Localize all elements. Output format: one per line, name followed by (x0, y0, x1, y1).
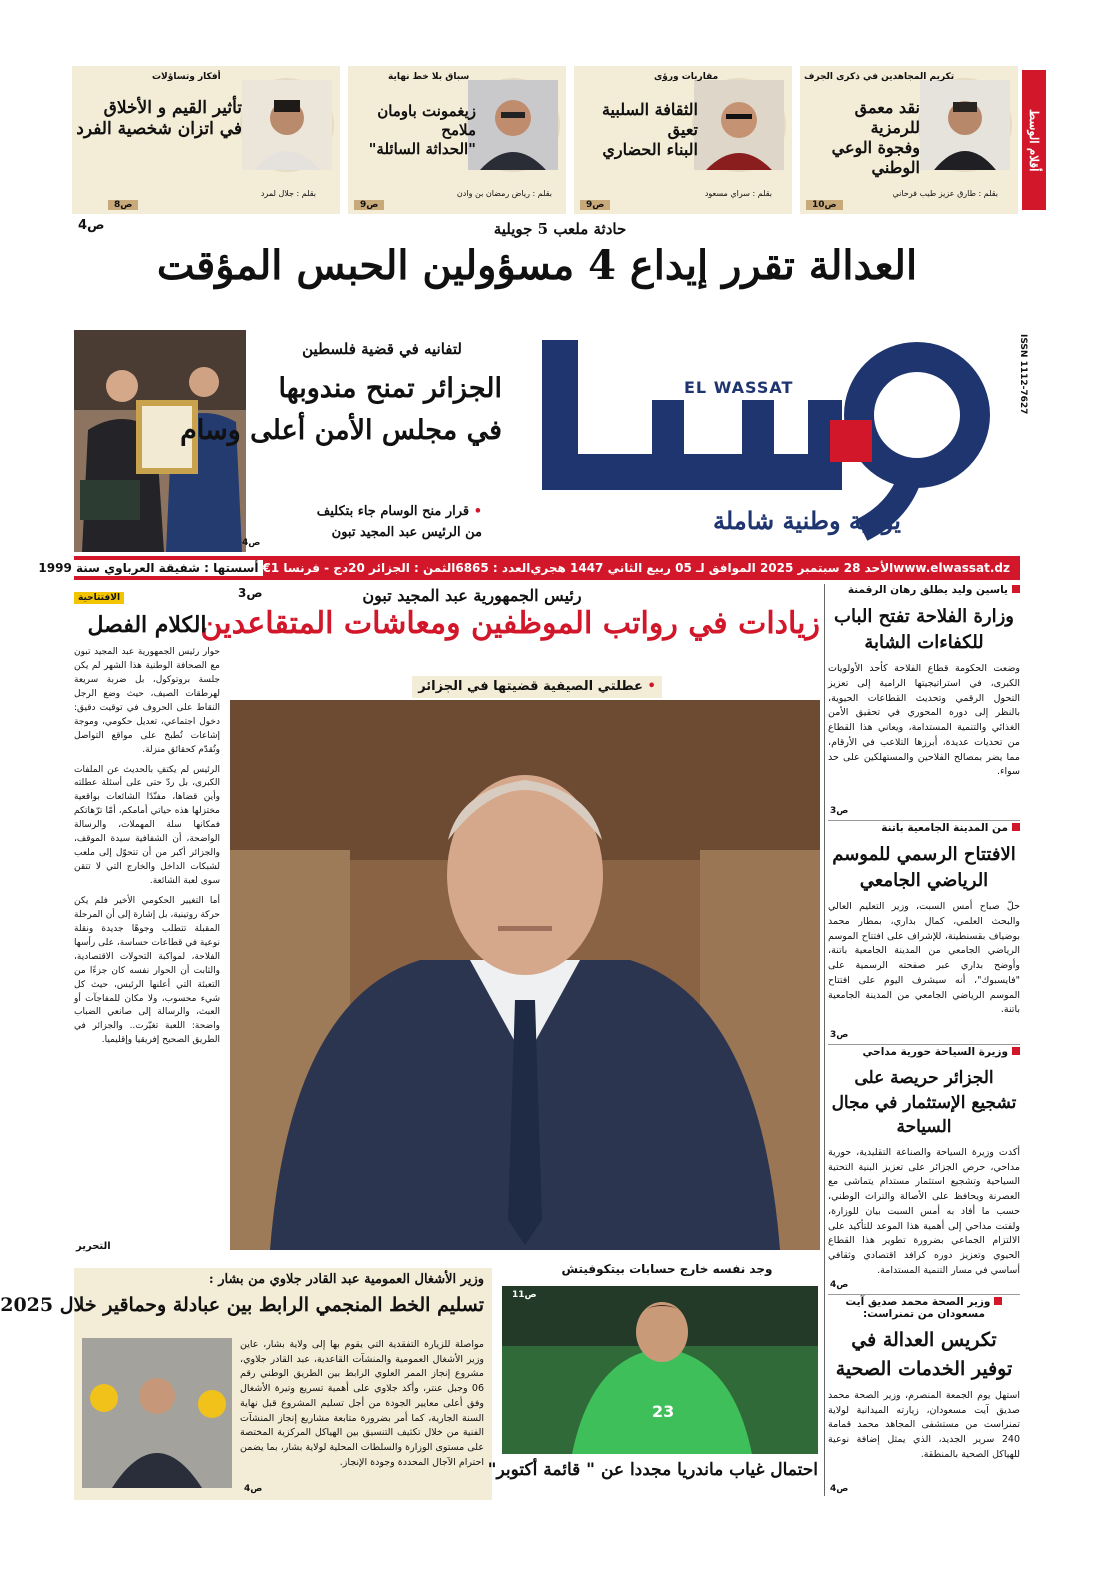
palestine-page: ص4 (242, 538, 261, 548)
opinion-card-3[interactable] (348, 66, 566, 214)
sport-kicker: وجد نفسه خارج حسابات بيتكوفيتش (561, 1262, 773, 1276)
opinion-category: تكريم المجاهدين في ذكرى الجرف (804, 72, 955, 82)
opinion-author: بقلم : رياض رمضان بن وادن (456, 189, 552, 198)
sport-page: ص11 (512, 1290, 537, 1300)
issue-number: العدد : 6865 (455, 561, 531, 575)
right-story-kicker: وزيرة السياحة حورية مداحي (862, 1046, 1008, 1058)
opinion-title: تأثير القيم و الأخلاق في اتزان شخصية الفرد (76, 98, 242, 140)
bottom-left-story[interactable] (0, 1268, 492, 1500)
top-headline-page: ص4 (78, 218, 105, 233)
right-story-body: وضعت الحكومة قطاع الفلاحة كأحد الأولويات الكبرى، في استراتيجيتها الرامية إلى تعزيز التحول الرقمي وتحديث القطاعات الحيوية، بالنظر إلى دوره المحوري في تحقيق الأمن الغذائي والتنمية المستدامة، ويعاني هذا القطاع من تحديات عديدة، أبرزها التلاعب في الأرقام، مما يضر بمصالح الفلاحين والمستهلكين على حد سواء. (828, 663, 1020, 778)
main-headline[interactable]: زيادات في رواتب الموظفين ومعاشات المتقاعدين (200, 606, 820, 641)
right-story-body: أكدت وزيرة السياحة والصناعة التقليدية، حورية مداحي، حرص الجزائر على تعزيز البنية التحتية السياحية وتشجيع استثمار مستدام يتماشى مع العصرنة ويحافظ على الأصالة والتراث الوطني، حسب ما أفاد به أمس السبت بيان للوزارة، ولفتت مداحي إلى أهمية هذا الموعد للتأكيد على الالتزام الجماعي بضرورة تطوير هذا القطاع الحيوي وتعزيز دوره كرافد اقتصادي وثقافي أساسي في مسار التنمية المستدامة. (828, 1146, 1020, 1276)
bottom-left-photo (82, 1338, 232, 1488)
right-story-title: وزارة الفلاحة تفتح الباب للكفاءات الشابة (834, 606, 1014, 654)
opinion-author: بقلم : جلال لمرد (260, 189, 316, 198)
bottom-left-title: تسليم الخط المنجمي الرابط بين عبادلة وحماقير خلال 2025 (0, 1294, 484, 1316)
masthead-latin-name: EL WASSAT (684, 378, 794, 397)
right-story-title: تكريس العدالة في توفير الخدمات الصحية (835, 1329, 1013, 1380)
info-bar (38, 556, 1020, 580)
right-story-4[interactable] (828, 1296, 1020, 1496)
right-story-page: ص4 (830, 1484, 849, 1494)
opinion-title: نقد معمق للرمزية وفجوة الوعي الوطني (831, 98, 920, 177)
author-photo (692, 78, 786, 172)
masthead-tagline: يومية وطنية شاملة (713, 506, 901, 535)
right-story-page: ص3 (830, 806, 849, 816)
opinion-category: أفكار وتساؤلات (152, 72, 221, 82)
right-story-kicker: وزير الصحة محمد صديق آيت مسعودان من تمنراست: (845, 1296, 991, 1320)
main-photo (230, 700, 820, 1250)
editorial-label: الافتتاحية (74, 592, 124, 604)
right-column (828, 584, 1020, 1496)
right-story-page: ص4 (830, 1280, 849, 1290)
right-story-page: ص3 (830, 1030, 849, 1040)
right-story-1[interactable] (828, 584, 1020, 821)
sport-title[interactable]: احتمال غياب ماندريا مجددا عن " قائمة أكتوبر" (487, 1460, 818, 1480)
column-divider (824, 584, 825, 1496)
opinion-banner (1022, 70, 1046, 210)
opinion-page: ص10 (806, 200, 843, 210)
founder-line: أسستها : شفيقة العرباوي سنة 1999 (34, 560, 262, 576)
sport-jersey-number: 23 (652, 1402, 675, 1421)
right-story-title: الجزائر حريصة على تشجيع الإستثمار في مجال السياحة (831, 1068, 1017, 1138)
opinion-card-2[interactable] (574, 66, 792, 214)
opinion-page: ص8 (108, 200, 138, 210)
top-headline[interactable]: العدالة تقرر إيداع 4 مسؤولين الحبس المؤقت (156, 242, 918, 289)
palestine-bullet: • قرار منح الوسام جاء بتكليف من الرئيس عبد المجيد تبون (316, 504, 482, 540)
palestine-title[interactable]: الجزائر تمنح مندوبها في مجلس الأمن أعلى وسام (180, 373, 502, 446)
bottom-left-page: ص4 (244, 1484, 263, 1494)
right-story-kicker: ياسين وليد يطلق رهان الرقمنة (847, 584, 1008, 596)
main-bullet: عطلتي الصيفية قضيتها في الجزائر (418, 679, 643, 694)
bottom-left-kicker: وزير الأشغال العمومية عبد القادر جلاوي من بشار : (208, 1272, 484, 1287)
opinion-title: الثقافة السلبية تعيق البناء الحضاري (601, 100, 698, 159)
masthead-issn: ISSN 1112-7627 (1018, 334, 1028, 415)
author-photo (240, 78, 334, 172)
palestine-kicker: لتفانيه في قضية فلسطين (302, 340, 462, 358)
opinion-category: سباق بلا خط نهاية (388, 72, 470, 82)
main-kicker: رئيس الجمهورية عبد المجيد تبون (362, 586, 582, 605)
top-headline-kicker: حادثة ملعب 5 جويلية (493, 220, 627, 238)
opinion-page: ص9 (580, 200, 610, 210)
author-photo (918, 78, 1012, 172)
opinion-title: زيغمونت باومان ملامح "الحداثة السائلة" (368, 102, 476, 158)
opinion-banner-label: أقلام الوسط (1027, 108, 1041, 172)
issue-date: الأحد 28 سبتمبر 2025 الموافق لـ 05 ربيع الثاني 1447 هجري (530, 561, 894, 575)
issue-price: الثمن : الجزائر 20دج - فرنسا 1€ (262, 561, 456, 575)
right-story-kicker: من المدينة الجامعية باتنة (881, 822, 1008, 834)
opinion-page: ص9 (354, 200, 384, 210)
right-story-body: استهل يوم الجمعة المنصرم، وزير الصحة محمد صديق آيت مسعودان، زيارته الميدانية لولاية تمنراست من مستشفى المجاهد محمد قمامة 240 سرير الجديد، الذي يمثل إضافة نوعية للهياكل الصحية بالمنطقة. (828, 1390, 1020, 1460)
main-page: ص3 (238, 586, 263, 600)
opinion-category: مقاربات ورؤى (654, 72, 719, 82)
author-photo (466, 78, 560, 172)
editorial-signature: التحرير (76, 1241, 111, 1252)
right-story-title: الافتتاح الرسمي للموسم الرياضي الجامعي (832, 844, 1016, 892)
right-story-3[interactable] (828, 1046, 1020, 1295)
editorial[interactable] (74, 584, 220, 1256)
sport-photo (502, 1286, 818, 1454)
opinion-card-1[interactable] (800, 66, 1018, 214)
opinion-card-4[interactable] (72, 66, 340, 214)
right-story-2[interactable] (828, 822, 1020, 1045)
main-bullet-box: • عطلتي الصيفية قضيتها في الجزائر (412, 676, 662, 698)
right-story-body: حلّ صباح أمس السبت، وزير التعليم العالي والبحث العلمي، كمال بداري، بمطار محمد بوضياف بقسنطينة، للإشراف على افتتاح الموسم الرياضي الجامعي من المدينة الجامعية باتنة، وأوضح بداري عبر صفحته الرسمية على "فايسبوك"، أنه سيشرف اليوم على افتتاح الموسم الرياضي الجامعي من المدينة الجامعية باتنة. (828, 901, 1020, 1016)
website-link[interactable]: www.elwassat.dz (893, 561, 1010, 575)
editorial-body: حوار رئيس الجمهورية عبد المجيد تبون مع الصحافة الوطنية هذا الشهر لم يكن جلسة بروتوكول، بل ضربة سريعة لهرطقات الصيف، حيث وضع الرجل النقاط على الحروف في توقيت دقيق: دخول اجتماعي، تعديل حكومي، وموجة إشاعات تُطبخ على مواقع التواصل وتُقدّم كحقائق منزلة. الرئيس لم يكتفِ بالحديث عن الملفات الكبرى، بل ردّ حتى على أسئلة عطلته وأين قضاها، مفنّدًا الشائعات بواقعية مختزلها هذه حياتي أمامكم، أمّا ترّهاتكم فمكانها سلة المهملات، والرسالة الواضحة، أن الشفافية سيدة الموقف، والجزائر أكبر من أن تتحوّل إلى ملعب لشبكات الداخل والخارج التي لا تتقن سوى لعبة الشائعة. أما التغيير الحكومي الأخير فلم يكن حركة روتينية، بل إشارة إلى أن المرحلة المقبلة تتطلب وجوهًا جديدة ونقلة نوعية في قطاعات حساسة، على رأسها الفلاحة، لمواكبة التحولات الاقتصادية، والثابت أن الحوار نفسه كان جزءًا من التعبئة التي أعلنها الرئيس، حيث كل شيء محسوب، ولا مكان للمفاجآت أو العبث، والرسالة إلى صانعي الضباب واضحة: اللعبة تغيّرت.. والجزائر في الطريق الصحيح إفريقيا وإقليميا. (74, 647, 220, 1046)
opinion-author: بقلم : سراي مسعود (704, 189, 772, 198)
bottom-left-body: مواصلة للزيارة التفقدية التي يقوم بها إلى ولاية بشار، عاين وزير الأشغال العمومية والمنشآت القاعدية، عبد القادر جلاوي، مشروع إنجاز الممر العلوي الرابط بين الطريق الوطني رقم 06 وجبل عنتر، وأكد جلاوي على أهمية تسريع وتيرة الأشغال وفق أعلى معايير الجودة من أجل تسليم المشروع قبل نهاية السنة الجارية، كما أمر بضرورة متابعة مشاريع إنجاز المنشآت الفنية من خلال تكثيف التنسيق بين الهياكل المركزية المختصة على مستوى الوزارة والسلطات المحلية لولاية بشار، بما يضمن احترام الآجال المحددة وجودة الإنجاز. (240, 1339, 484, 1468)
opinion-author: بقلم : طارق عزيز طيب فرحاني (892, 189, 998, 198)
editorial-title: الكلام الفصل (87, 612, 207, 638)
